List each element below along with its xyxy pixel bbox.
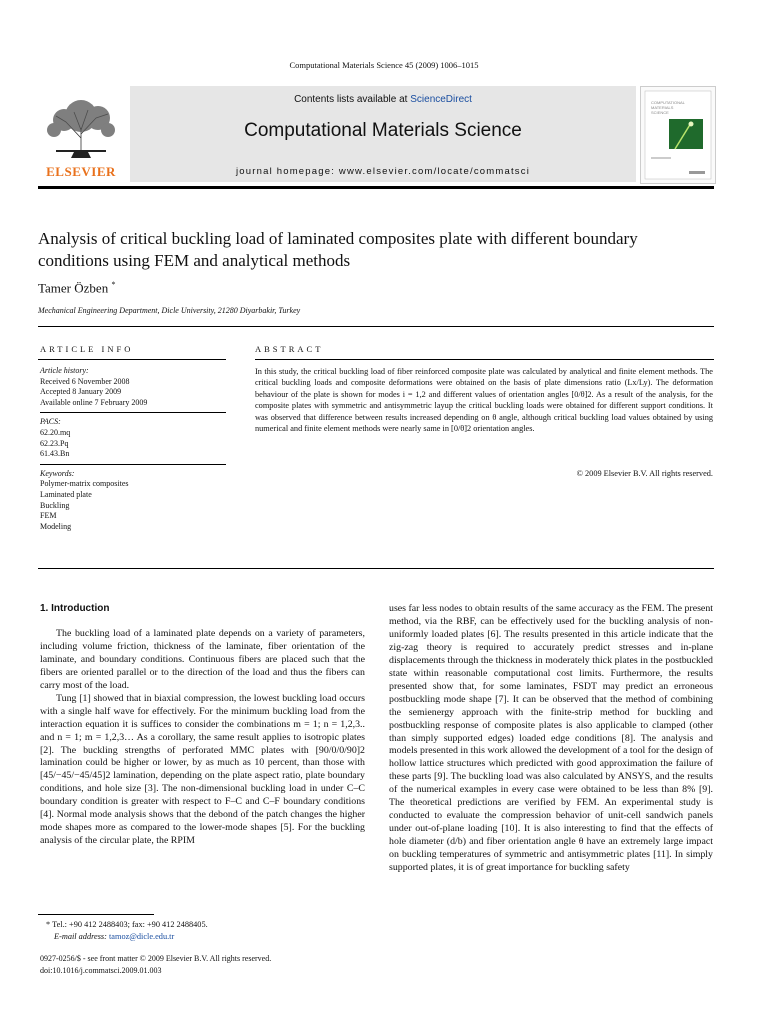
cover-title-line-3: SCIENCE xyxy=(651,110,669,115)
contents-availability xyxy=(130,94,636,105)
history-online: Available online 7 February 2009 xyxy=(40,397,148,407)
body-column-left xyxy=(40,603,365,848)
introduction-heading: 1. Introduction xyxy=(40,603,110,614)
footnote-mark: * xyxy=(46,920,51,929)
issn-line: 0927-0256/$ - see front matter © 2009 Elsevier B.V. All rights reserved. xyxy=(40,954,272,963)
author-line xyxy=(38,280,115,296)
elsevier-wordmark: ELSEVIER xyxy=(46,164,116,179)
affiliation: Mechanical Engineering Department, Dicle University, 21280 Diyarbakir, Turkey xyxy=(38,306,301,315)
footnote-email-line xyxy=(46,931,208,943)
doi-line[interactable]: doi:10.1016/j.commatsci.2009.01.003 xyxy=(40,965,162,975)
article-info-panel xyxy=(40,366,226,532)
sciencedirect-link[interactable]: ScienceDirect xyxy=(410,94,472,105)
pacs-code: 62.23.Pq xyxy=(40,438,69,448)
pacs-heading: PACS: xyxy=(40,417,61,427)
journal-homepage[interactable]: journal homepage: www.elsevier.com/locate/commatsci xyxy=(235,166,531,177)
author-footnote-mark[interactable]: * xyxy=(111,280,116,289)
body-paragraph: Tung [1] showed that in biaxial compression, the lowest buckling load occurs with a single half wave for effectively. For the minimum buckling load from the interaction equation it is suffices to consider the combinations m = 1; n = 1,2,3.. and n = 1; m = 1,2,3… As a corollary, the same result applies to isotropic plates [2]. The buckling strengths of perforated MMC plates with [90/0/0/90]2 lamination could be higher or lower, by as much as 10 percent, than those with [45/−45/−45/45]2 lamination, depending on the plate aspect ratio, plate boundary conditions, and hole size [3]. The non-dimensional buckling load in under C–C boundary condition is greater with respect to F–C and C–F boundary conditions [4]. Normal mode analysis shows that the debond of the patch changes the higher mode shapes more as compared to the lower-mode shapes [5]. For the buckling analysis of the circular plate, the RPIM xyxy=(40,692,365,847)
keyword: Modeling xyxy=(40,521,72,531)
email-link[interactable]: tamoz@dicle.edu.tr xyxy=(109,932,175,941)
info-divider xyxy=(40,464,226,465)
info-divider xyxy=(40,412,226,413)
section-rule xyxy=(38,326,714,327)
article-info-rule xyxy=(38,359,226,360)
abstract-text: In this study, the critical buckling load of fiber reinforced composite plate was calculated by analytical and finite element methods. The critical buckling loads and composite deformations were obtained on the basis of plate dimensions ratio (Lx/Ly). The deformation behaviour of the plate is shown for modes i = 1,2 and different values of orientation angles [0/θ]2. As a result of the analysis, for the composite plates with symmetric and antisymmetric layup the critical buckling loads were obtained for different support conditions. It was observed that difference between results increased depending on θ angle, although critical buckling load values obtained by using numerical and finite element methods were nearly same in [0/θ]2 orientation angles. xyxy=(255,367,713,434)
body-column-right xyxy=(389,603,713,875)
history-received: Received 6 November 2008 xyxy=(40,376,130,386)
author-footnote xyxy=(46,919,208,943)
footnote-contact xyxy=(46,919,208,931)
history-heading: Article history: xyxy=(40,366,89,375)
contents-prefix: Contents lists available at xyxy=(294,94,411,105)
article-title: Analysis of critical buckling load of laminated composites plate with different boundary conditions using FEM and analytical methods xyxy=(38,229,638,270)
journal-title: Computational Materials Science xyxy=(244,120,522,141)
article-info-heading: ARTICLE INFO xyxy=(40,344,134,354)
footnote-phone: Tel.: +90 412 2488403; fax: +90 412 2488405. xyxy=(52,920,208,929)
email-label: E-mail address: xyxy=(54,932,109,941)
cover-title-line-2: MATERIALS xyxy=(651,105,674,110)
abstract-rule xyxy=(255,359,714,360)
keyword: Polymer-matrix composites xyxy=(40,479,129,489)
history-accepted: Accepted 8 January 2009 xyxy=(40,387,122,397)
body-paragraph: uses far less nodes to obtain results of the same accuracy as the FEM. The present method, via the RBF, can be effectively used for the buckling analysis of non-uniformly loaded plates [6]. The results presented in this article indicate that the zig-zag theory is required to accurately predict stresses and in-plane displacements through the thickness in moderately thick plates in the postbuckled state within reasonable computational cost limits. Furthermore, the results presented show that, for some laminates, FSDT may predict an erroneous postbuckling mode shape [7]. It can be observed that the method of combining the semienergy approach with the finite-strip method for buckling and postbuckling response of composite plates is also applicable to clamped (other than simply supported edges) loaded edge conditions [8]. The analysis and models presented in this work allowed the development of a tool for the design of hollow lattice structures which predicted with good approximation the failure of these parts [9]. The buckling load was also calculated by ANSYS, and the results of the numerical examples in every case were obtained to be less than 8% [9]. The theoretical predictions are verified by FEM. An experimental study is conducted to evaluate the compression behavior of unit-cell sandwich panels under out-of-plane loading [10]. It is also interesting to find that the effects of hole diameter (d/b) and fiber orientation angle θ have an extremely large impact on buckling temperatures of symmetric and antisymmetric plates [11]. In simply supported plates, it is of great importance for buckling safety xyxy=(389,603,713,874)
keywords-heading: Keywords: xyxy=(40,468,75,478)
abstract-copyright: © 2009 Elsevier B.V. All rights reserved. xyxy=(576,469,713,478)
author-name: Tamer Özben xyxy=(38,280,109,296)
journal-reference: Computational Materials Science 45 (2009) 1006–1015 xyxy=(289,60,479,70)
section-rule xyxy=(38,568,714,569)
footnote-rule xyxy=(38,914,154,915)
keyword: Buckling xyxy=(40,500,70,510)
body-paragraph: The buckling load of a laminated plate depends on a variety of parameters, including volume friction, thickness of the laminate, fiber orientation of the laminate, and boundary conditions. Continuous fibers are placed such that the fibers are oriented parallel or to the direction of the load and thus the fibers can carry most of the load. xyxy=(40,627,365,691)
keyword: Laminated plate xyxy=(40,489,92,499)
journal-cover-thumbnail xyxy=(640,86,716,184)
front-matter xyxy=(40,953,271,976)
cover-title-line-1: COMPUTATIONAL xyxy=(651,100,685,105)
abstract-heading: ABSTRACT xyxy=(255,344,324,354)
pacs-code: 62.20.mq xyxy=(40,427,71,437)
header-rule xyxy=(38,186,714,189)
keyword: FEM xyxy=(40,511,57,521)
pacs-code: 61.43.Bn xyxy=(40,449,70,459)
